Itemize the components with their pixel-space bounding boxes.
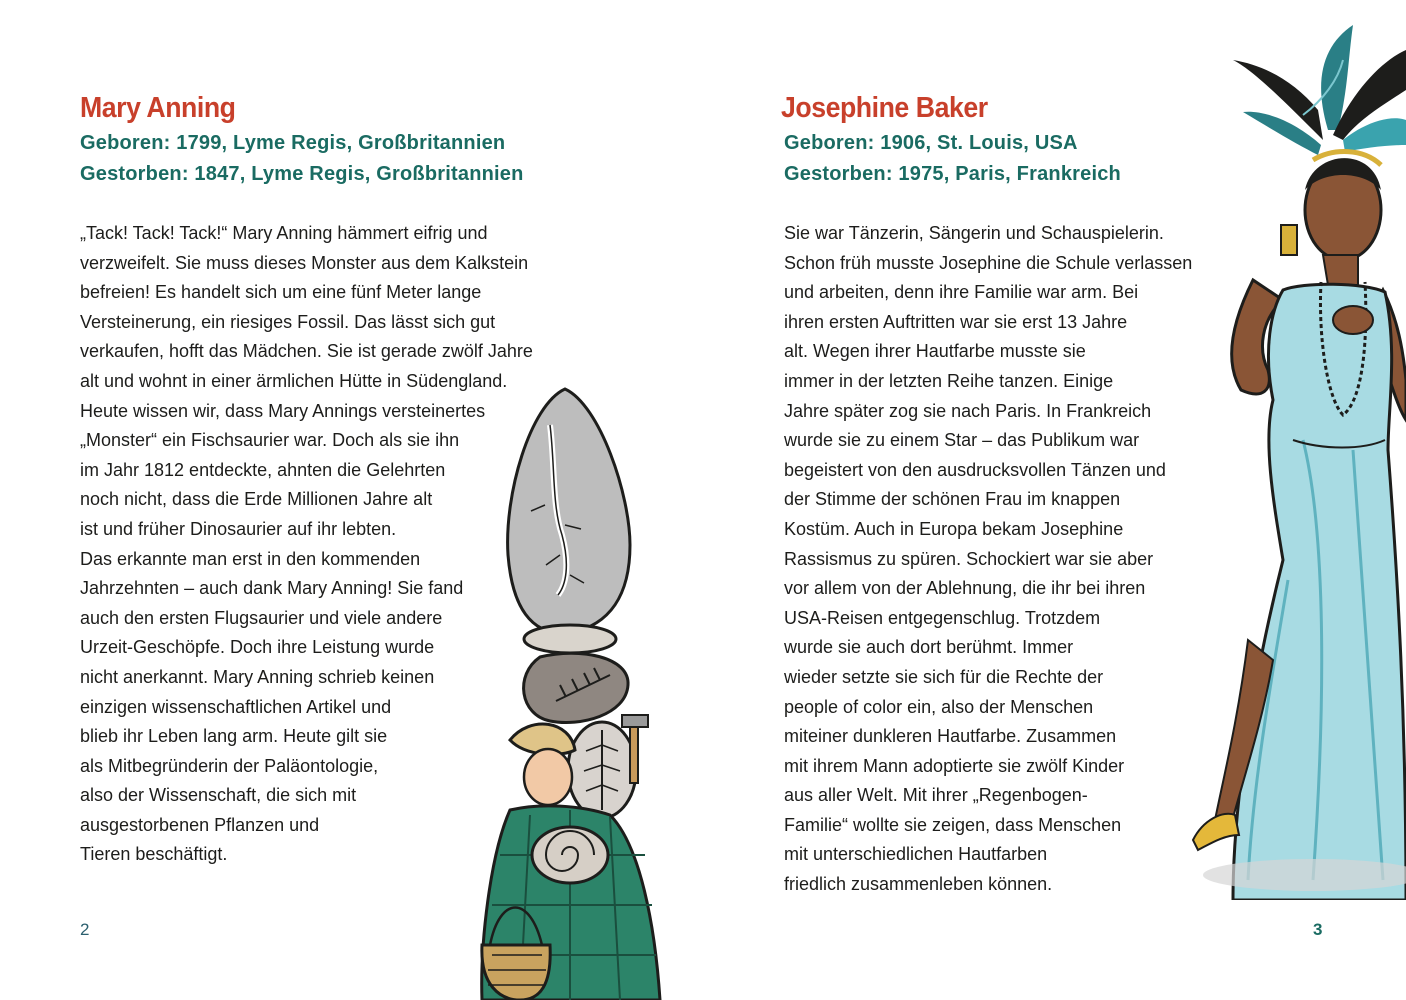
left-died-line: Gestorben: 1847, Lyme Regis, Großbritannien bbox=[80, 163, 524, 185]
text-line: mit unterschiedlichen Hautfarben bbox=[784, 844, 1048, 865]
text-line: verkaufen, hofft das Mädchen. Sie ist gerade zwölf Jahre bbox=[80, 341, 533, 362]
text-line: befreien! Es handelt sich um eine fünf Meter lange bbox=[80, 282, 482, 303]
text-line: noch nicht, dass die Erde Millionen Jahre alt bbox=[80, 489, 433, 510]
text-line: friedlich zusammenleben können. bbox=[784, 874, 1053, 895]
text-line: „Monster“ ein Fischsaurier war. Doch als sie ihn bbox=[80, 430, 460, 451]
right-body-text bbox=[784, 219, 1192, 900]
text-line: Schon früh musste Josephine die Schule verlassen bbox=[784, 252, 1193, 273]
right-born-line: Geboren: 1906, St. Louis, USA bbox=[784, 132, 1078, 154]
text-line: immer in der letzten Reihe tanzen. Einige bbox=[784, 370, 1114, 391]
text-line: also der Wissenschaft, die sich mit bbox=[80, 785, 357, 806]
left-born-line: Geboren: 1799, Lyme Regis, Großbritannien bbox=[80, 132, 506, 154]
fern-fossil-stone bbox=[524, 653, 628, 722]
earring-icon bbox=[1281, 225, 1297, 255]
text-line: verzweifelt. Sie muss dieses Monster aus dem Kalkstein bbox=[80, 252, 529, 273]
text-line: wurde sie zu einem Star – das Publikum war bbox=[784, 430, 1140, 451]
right-person-name: Josephine Baker bbox=[781, 92, 988, 124]
text-line: einzigen wissenschaftlichen Artikel und bbox=[80, 696, 392, 717]
text-line: miteiner dunkleren Hautfarbe. Zusammen bbox=[784, 726, 1117, 747]
feather-headdress bbox=[1233, 25, 1406, 155]
text-line: wieder setzte sie sich für die Rechte der bbox=[784, 666, 1104, 687]
text-line: USA-Reisen entgegenschlug. Trotzdem bbox=[784, 607, 1101, 628]
text-line: Jahre später zog sie nach Paris. In Frankreich bbox=[784, 400, 1152, 421]
text-line: Tieren beschäftigt. bbox=[80, 844, 228, 865]
text-line: aus aller Welt. Mit ihrer „Regenbogen- bbox=[784, 785, 1088, 806]
text-line: Versteinerung, ein riesiges Fossil. Das lässt sich gut bbox=[80, 311, 496, 332]
text-line: begeistert von den ausdrucksvollen Tänzen und bbox=[784, 459, 1166, 480]
right-page-number: 3 bbox=[1313, 920, 1323, 939]
left-body-text bbox=[80, 219, 533, 870]
text-line: ihren ersten Auftritten war sie erst 13 Jahre bbox=[784, 311, 1128, 332]
text-line: mit ihrem Mann adoptierte sie zwölf Kinder bbox=[784, 755, 1125, 776]
text-line: blieb ihr Leben lang arm. Heute gilt sie bbox=[80, 726, 388, 747]
josephine-baker-illustration bbox=[1153, 20, 1406, 900]
text-line: Kostüm. Auch in Europa bekam Josephine bbox=[784, 518, 1124, 539]
text-line: vor allem von der Ablehnung, die ihr bei ihren bbox=[784, 578, 1146, 599]
text-line: und arbeiten, denn ihre Familie war arm. Bei bbox=[784, 282, 1139, 303]
text-line: auch den ersten Flugsaurier und viele andere bbox=[80, 607, 443, 628]
text-line: people of color ein, also der Menschen bbox=[784, 696, 1094, 717]
leaf-fossil-stone bbox=[568, 722, 636, 818]
text-line: „Tack! Tack! Tack!“ Mary Anning hämmert eifrig und bbox=[80, 223, 488, 243]
right-page bbox=[703, 0, 1406, 1000]
text-line: Sie war Tänzerin, Sängerin und Schauspielerin. bbox=[784, 223, 1164, 243]
mary-anning-illustration bbox=[470, 385, 670, 1000]
text-line: ist und früher Dinosaurier auf ihr lebten. bbox=[80, 518, 397, 539]
text-line: Rassismus zu spüren. Schockiert war sie aber bbox=[784, 548, 1154, 569]
text-line: Das erkannte man erst in den kommenden bbox=[80, 548, 421, 569]
text-line: Urzeit-Geschöpfe. Doch ihre Leistung wurde bbox=[80, 637, 435, 658]
text-line: der Stimme der schönen Frau im knappen bbox=[784, 489, 1121, 510]
text-line: Heute wissen wir, dass Mary Annings versteinertes bbox=[80, 400, 486, 421]
left-page-number: 2 bbox=[80, 920, 90, 939]
text-line: alt. Wegen ihrer Hautfarbe musste sie bbox=[784, 341, 1086, 362]
ichthyosaur-fossil-stone bbox=[508, 389, 630, 633]
shoe-icon bbox=[1193, 814, 1239, 850]
text-line: alt und wohnt in einer ärmlichen Hütte in Südengland. bbox=[80, 370, 508, 391]
ammonite-stone bbox=[524, 625, 616, 653]
text-line: Jahrzehnten – auch dank Mary Anning! Sie fand bbox=[80, 578, 464, 599]
text-line: nicht anerkannt. Mary Anning schrieb keinen bbox=[80, 666, 435, 687]
left-person-name: Mary Anning bbox=[80, 92, 236, 124]
text-line: Familie“ wollte sie zeigen, dass Menschen bbox=[784, 814, 1122, 835]
text-line: wurde sie auch dort berühmt. Immer bbox=[784, 637, 1074, 658]
text-line: als Mitbegründerin der Paläontologie, bbox=[80, 755, 379, 776]
right-died-line: Gestorben: 1975, Paris, Frankreich bbox=[784, 163, 1121, 185]
text-line: im Jahr 1812 entdeckte, ahnten die Gelehrten bbox=[80, 459, 446, 480]
text-line: ausgestorbenen Pflanzen und bbox=[80, 814, 320, 835]
